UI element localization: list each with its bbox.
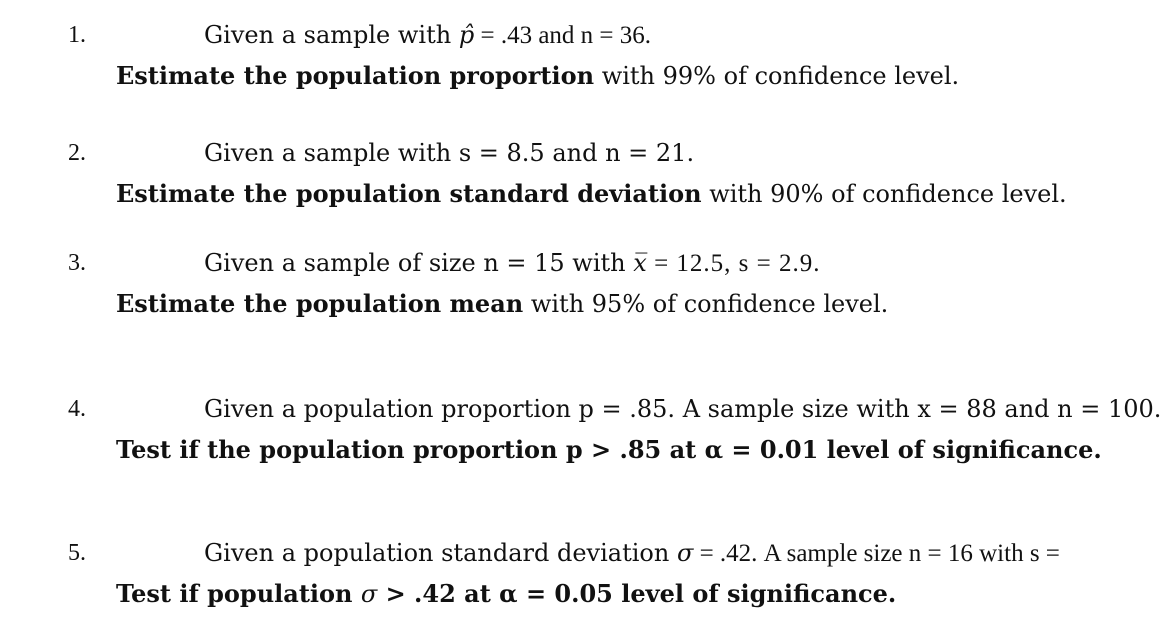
sigma-symbol: σ — [360, 580, 378, 608]
task-bold: Test if the population proportion p > .85 at α = 0.01 level of significance. — [116, 435, 1102, 464]
given-text: Given a sample with — [204, 21, 459, 49]
problem-number: 4. — [68, 396, 86, 422]
given-value: = .43 and n = 36. — [474, 22, 652, 49]
task-bold: > .42 at α = 0.05 level of significance. — [377, 579, 897, 608]
problem-task — [116, 436, 1102, 464]
problem-given — [204, 21, 651, 50]
given-value: = .42. A sample size n = 16 with s = — [693, 540, 1060, 567]
problem-5 — [0, 539, 1170, 619]
problem-task — [116, 62, 959, 90]
problem-given — [204, 395, 1161, 423]
given-text: Given a population standard deviation — [204, 539, 677, 567]
task-bold: Estimate the population mean — [116, 289, 524, 318]
problem-2 — [0, 139, 1170, 219]
problem-number: 1. — [68, 22, 86, 48]
sigma-symbol: σ — [676, 539, 694, 567]
problem-given — [204, 249, 821, 278]
problem-task — [116, 180, 1067, 208]
problem-4 — [0, 395, 1170, 475]
problem-task — [116, 580, 896, 608]
x-bar-symbol: x̅ — [633, 249, 647, 277]
problem-given — [204, 139, 694, 167]
problem-given — [204, 539, 1060, 568]
given-text: Given a population proportion p = .85. A sample size with x = 88 and n = 100. — [204, 395, 1162, 423]
p-hat-symbol: p̂ — [458, 21, 475, 49]
problem-1 — [0, 21, 1170, 101]
problem-task — [116, 290, 888, 318]
task-bold: Estimate the population standard deviation — [116, 179, 702, 208]
given-text: Given a sample with s = 8.5 and n = 21. — [204, 139, 695, 167]
problem-number: 2. — [68, 140, 86, 166]
given-value: = 12.5, s = 2.9. — [646, 250, 821, 277]
problem-number: 5. — [68, 540, 86, 566]
given-text: Given a sample of size n = 15 with — [204, 249, 634, 277]
task-text: with 95% of confidence level. — [523, 290, 889, 318]
task-text: with 90% of confidence level. — [701, 180, 1067, 208]
task-text: with 99% of confidence level. — [594, 62, 960, 90]
task-bold: Estimate the population proportion — [116, 61, 595, 90]
task-bold: Test if population — [116, 579, 361, 608]
problem-number: 3. — [68, 250, 86, 276]
problem-3 — [0, 249, 1170, 329]
